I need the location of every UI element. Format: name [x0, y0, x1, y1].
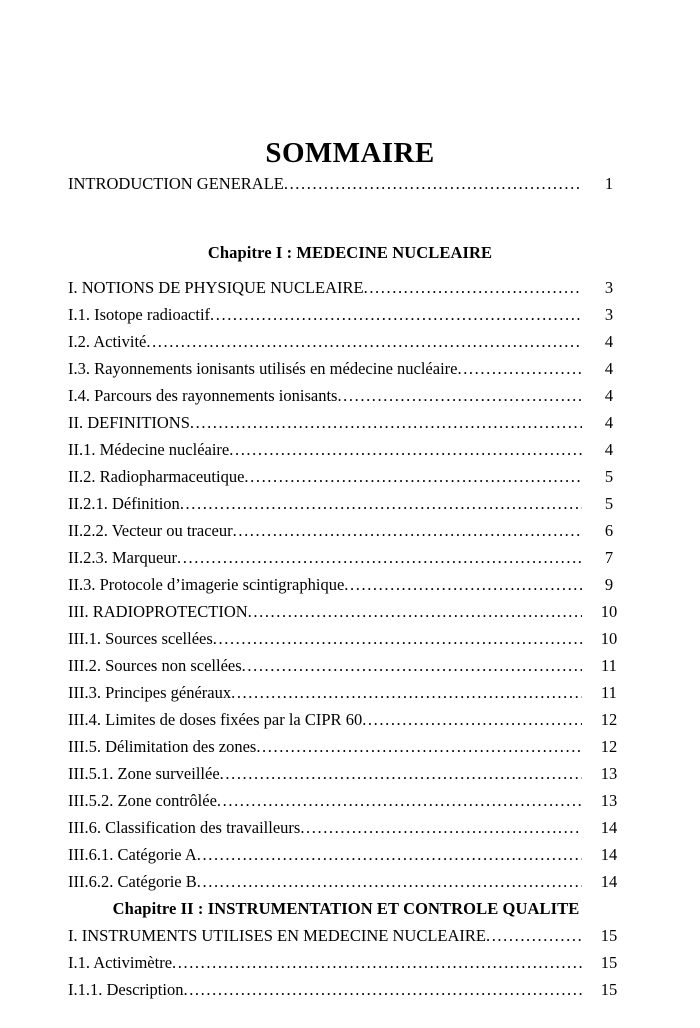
- toc-entry[interactable]: [68, 571, 632, 598]
- toc-dot-leader: [183, 976, 582, 1003]
- toc-entry-page-number: 9: [604, 575, 614, 594]
- toc-entry[interactable]: [68, 652, 632, 679]
- toc-entry-label: III.3. Principes généraux: [68, 683, 232, 702]
- toc-entry[interactable]: [68, 706, 632, 733]
- toc-dot-leader: [213, 625, 582, 652]
- toc-entry-label: II.2.3. Marqueur: [68, 548, 178, 567]
- toc-entry[interactable]: [68, 382, 632, 409]
- toc-entry-label: I.1. Isotope radioactif: [68, 305, 211, 324]
- toc-dot-leader: [197, 868, 582, 895]
- toc-dot-leader: [242, 652, 582, 679]
- toc-chapter-heading: Chapitre I : MEDECINE NUCLEAIRE: [207, 243, 493, 262]
- toc-entry-page-number: 1: [604, 174, 614, 193]
- toc-entry-page-number: 3: [604, 305, 614, 324]
- toc-entry-label: INTRODUCTION GENERALE: [68, 174, 284, 193]
- toc-entry-page-number: 6: [604, 521, 614, 540]
- toc-entry-page-number: 4: [604, 413, 614, 432]
- toc-entry-page-number: 13: [600, 791, 618, 810]
- toc-entry[interactable]: [68, 949, 632, 976]
- toc-entry[interactable]: [68, 922, 632, 949]
- toc-entry-page-number: 15: [600, 953, 618, 972]
- toc-entry-label: I.3. Rayonnements ionisants utilisés en médecine nucléaire: [68, 359, 458, 378]
- toc-entry[interactable]: [68, 868, 632, 895]
- toc-entry-page-number: 14: [600, 872, 618, 891]
- toc-entry-label: III.6.1. Catégorie A: [68, 845, 197, 864]
- toc-entry-page-number: 11: [601, 656, 617, 675]
- toc-dot-leader: [180, 490, 582, 517]
- toc-dot-leader: [248, 598, 582, 625]
- toc-entry-label: III.1. Sources scellées: [68, 629, 213, 648]
- toc-dot-leader: [231, 679, 582, 706]
- toc-dot-leader: [244, 463, 582, 490]
- toc-dot-leader: [486, 922, 582, 949]
- toc-entry[interactable]: [68, 841, 632, 868]
- toc-entry-label: III.6.2. Catégorie B: [68, 872, 197, 891]
- toc-entry-page-number: 4: [604, 440, 614, 459]
- toc-entry-label: III.5.1. Zone surveillée: [68, 764, 220, 783]
- toc-dot-leader: [210, 301, 582, 328]
- toc-entry[interactable]: [68, 517, 632, 544]
- toc-entry-label: III. RADIOPROTECTION: [68, 602, 248, 621]
- toc-entry[interactable]: [68, 598, 632, 625]
- toc-dot-leader: [256, 733, 582, 760]
- table-of-contents: [68, 170, 632, 1003]
- toc-entry[interactable]: [68, 733, 632, 760]
- toc-dot-leader: [364, 274, 582, 301]
- toc-entry[interactable]: [68, 436, 632, 463]
- toc-entry[interactable]: [68, 463, 632, 490]
- toc-entry-page-number: 12: [600, 710, 618, 729]
- toc-entry-label: I. NOTIONS DE PHYSIQUE NUCLEAIRE: [68, 278, 364, 297]
- toc-entry-page-number: 15: [600, 980, 618, 999]
- toc-entry-page-number: 4: [604, 359, 614, 378]
- toc-entry[interactable]: [68, 490, 632, 517]
- toc-entry-page-number: 10: [600, 602, 618, 621]
- toc-dot-leader: [190, 409, 582, 436]
- toc-dot-leader: [229, 436, 582, 463]
- toc-entry[interactable]: [68, 409, 632, 436]
- toc-entry-page-number: 11: [601, 683, 617, 702]
- toc-entry-label: III.5. Délimitation des zones: [68, 737, 257, 756]
- toc-dot-leader: [362, 706, 582, 733]
- toc-entry[interactable]: [68, 170, 632, 197]
- toc-dot-leader: [344, 571, 582, 598]
- toc-entry-page-number: 10: [600, 629, 618, 648]
- toc-dot-leader: [284, 170, 582, 197]
- toc-entry[interactable]: [68, 760, 632, 787]
- toc-entry[interactable]: [68, 976, 632, 1003]
- toc-entry-label: I. INSTRUMENTS UTILISES EN MEDECINE NUCLEAIRE: [68, 926, 486, 945]
- toc-entry-label: III.2. Sources non scellées: [68, 656, 242, 675]
- toc-entry-label: II.1. Médecine nucléaire: [68, 440, 230, 459]
- toc-entry-page-number: 5: [604, 494, 614, 513]
- toc-dot-leader: [220, 760, 582, 787]
- toc-entry-page-number: 13: [600, 764, 618, 783]
- toc-entry-label: II. DEFINITIONS: [68, 413, 190, 432]
- toc-entry-page-number: 7: [604, 548, 614, 567]
- toc-entry-page-number: 15: [600, 926, 618, 945]
- toc-entry-page-number: 3: [604, 278, 614, 297]
- toc-entry[interactable]: [68, 787, 632, 814]
- toc-dot-leader: [233, 517, 582, 544]
- toc-entry-page-number: 12: [600, 737, 618, 756]
- toc-dot-leader: [457, 355, 582, 382]
- toc-entry-label: I.2. Activité: [68, 332, 147, 351]
- toc-entry-label: III.6. Classification des travailleurs: [68, 818, 301, 837]
- toc-dot-leader: [177, 544, 582, 571]
- toc-dot-leader: [217, 787, 582, 814]
- toc-entry[interactable]: [68, 679, 632, 706]
- toc-entry-label: II.3. Protocole d’imagerie scintigraphique: [68, 575, 345, 594]
- toc-entry[interactable]: [68, 814, 632, 841]
- toc-entry-page-number: 4: [604, 386, 614, 405]
- toc-dot-leader: [172, 949, 582, 976]
- toc-entry-label: III.4. Limites de doses fixées par la CIPR 60: [68, 710, 363, 729]
- toc-entry[interactable]: [68, 274, 632, 301]
- toc-entry-page-number: 4: [604, 332, 614, 351]
- page-title: SOMMAIRE: [265, 137, 435, 169]
- toc-entry-page-number: 14: [600, 818, 618, 837]
- toc-entry[interactable]: [68, 355, 632, 382]
- toc-entry-page-number: 5: [604, 467, 614, 486]
- toc-entry-label: I.4. Parcours des rayonnements ionisants: [68, 386, 338, 405]
- toc-chapter-heading: Chapitre II : INSTRUMENTATION ET CONTROLE QUALITE: [112, 899, 580, 918]
- toc-entry-label: II.2.1. Définition: [68, 494, 180, 513]
- toc-entry-label: I.1.1. Description: [68, 980, 184, 999]
- toc-entry-label: I.1. Activimètre: [68, 953, 173, 972]
- toc-entry[interactable]: [68, 301, 632, 328]
- page-content: [68, 0, 632, 1003]
- toc-entry[interactable]: [68, 625, 632, 652]
- toc-spacer: [68, 197, 632, 231]
- toc-dot-leader: [146, 328, 582, 355]
- toc-entry-label: III.5.2. Zone contrôlée: [68, 791, 217, 810]
- toc-entry-label: II.2. Radiopharmaceutique: [68, 467, 245, 486]
- toc-entry-page-number: 14: [600, 845, 618, 864]
- toc-entry-label: II.2.2. Vecteur ou traceur: [68, 521, 233, 540]
- toc-entry[interactable]: [68, 328, 632, 355]
- toc-entry[interactable]: [68, 544, 632, 571]
- toc-dot-leader: [197, 841, 582, 868]
- toc-dot-leader: [300, 814, 582, 841]
- toc-dot-leader: [337, 382, 582, 409]
